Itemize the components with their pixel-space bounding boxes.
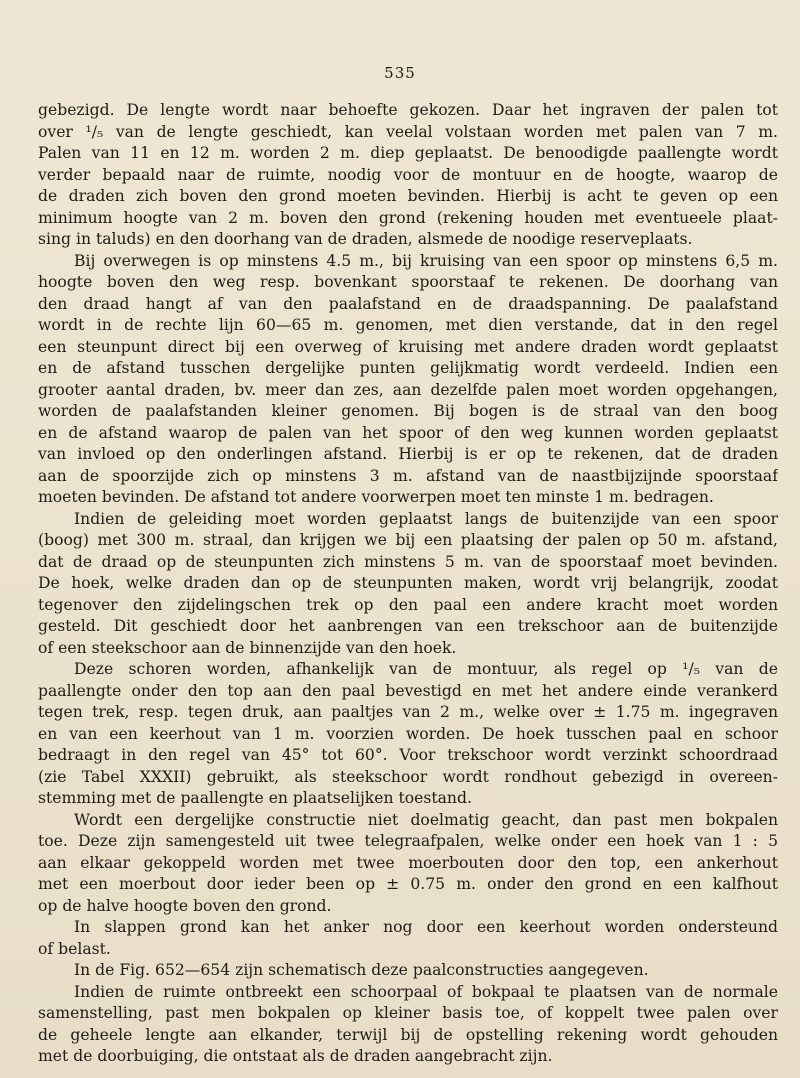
text-line: paallengte onder den top aan den paal bevestigd en met het andere einde verankerd — [38, 681, 778, 700]
text-line: aan de spoorzijde zich op minstens 3 m. afstand van de naastbijzijnde spoorstaaf — [38, 466, 778, 485]
text-line: de draden zich boven den grond moeten bevinden. Hierbij is acht te geven op een — [38, 187, 778, 205]
text-line: gebezigd. De lengte wordt naar behoefte gekozen. Daar het ingraven der palen tot — [38, 101, 778, 119]
text-line: Bij overwegen is op minstens 4.5 m., bij kruising van een spoor op minstens 6,5 m. — [74, 251, 778, 270]
text-line: en van een keerhout van 1 m. voorzien worden. De hoek tusschen paal en schoor — [38, 724, 778, 743]
text-line: een steunpunt direct bij een overweg of kruising met andere draden wordt geplaatst — [38, 337, 778, 356]
text-line: met een moerbout door ieder been op ± 0.75 m. onder den grond en een kalfhout — [38, 875, 778, 893]
text-line: gesteld. Dit geschiedt door het aanbrengen van een trekschoor aan de buitenzijde — [38, 617, 778, 635]
text-line: In slappen grond kan het anker nog door een keerhout worden ondersteund — [74, 918, 778, 936]
text-line: De hoek, welke draden dan op de steunpunten maken, wordt vrij belangrijk, zoodat — [38, 574, 778, 592]
page-number: 535 — [384, 64, 416, 82]
text-line: en de afstand tusschen dergelijke punten gelijkmatig wordt verdeeld. Indien een — [38, 359, 778, 377]
text-line: minimum hoogte van 2 m. boven den grond (rekening houden met eventueele plaat- — [38, 208, 778, 227]
text-line: of een steekschoor aan de binnenzijde van den hoek. — [38, 638, 457, 657]
text-line: worden de paalafstanden kleiner genomen. Bij bogen is de straal van den boog — [38, 402, 778, 420]
text-line: tegenover den zijdelingschen trek op den paal een andere kracht moet worden — [38, 595, 778, 614]
text-line: of belast. — [38, 939, 111, 958]
body-text — [38, 100, 778, 1068]
text-line: samenstelling, past men bokpalen op kleiner basis toe, of koppelt twee palen over — [38, 1004, 778, 1022]
text-line: Indien de ruimte ontbreekt een schoorpaal of bokpaal te plaatsen van de normale — [74, 982, 778, 1001]
text-line: verder bepaald naar de ruimte, noodig voor de montuur en de hoogte, waarop de — [38, 165, 778, 184]
text-line: toe. Deze zijn samengesteld uit twee telegraafpalen, welke onder een hoek van 1 : 5 — [38, 832, 778, 850]
text-line: Indien de geleiding moet worden geplaatst langs de buitenzijde van een spoor — [74, 509, 778, 528]
text-line: aan elkaar gekoppeld worden met twee moerbouten door den top, een ankerhout — [38, 853, 778, 872]
text-line: tegen trek, resp. tegen druk, aan paaltjes van 2 m., welke over ± 1.75 m. ingegraven — [38, 703, 778, 721]
text-line: In de Fig. 652—654 zijn schematisch deze paalconstructies aangegeven. — [74, 961, 649, 979]
text-line: hoogte boven den weg resp. bovenkant spoorstaaf te rekenen. De doorhang van — [38, 273, 778, 291]
text-line: Wordt een dergelijke constructie niet doelmatig geacht, dan past men bokpalen — [74, 810, 778, 829]
text-line: de geheele lengte aan elkander, terwijl bij de opstelling rekening wordt gehouden — [38, 1025, 778, 1044]
text-line: grooter aantal draden, bv. meer dan zes, aan dezelfde palen moet worden opgehangen, — [38, 380, 778, 399]
text-line: stemming met de paallengte en plaatselijken toestand. — [38, 789, 472, 807]
text-line: met de doorbuiging, die ontstaat als de draden aangebracht zijn. — [38, 1047, 553, 1065]
text-line: (boog) met 300 m. straal, dan krijgen we bij een plaatsing der palen op 50 m. afstand, — [38, 531, 778, 549]
text-line: den draad hangt af van den paalafstand en de draadspanning. De paalafstand — [38, 294, 778, 313]
text-line: Deze schoren worden, afhankelijk van de montuur, als regel op ¹/₅ van de — [74, 660, 778, 678]
text-line: sing in taluds) en den doorhang van de draden, alsmede de noodige reserveplaats. — [38, 230, 693, 248]
text-line: over ¹/₅ van de lengte geschiedt, kan veelal volstaan worden met palen van 7 m. — [38, 122, 778, 141]
text-line: Palen van 11 en 12 m. worden 2 m. diep geplaatst. De benoodigde paallengte wordt — [38, 144, 778, 162]
text-line: van invloed op den onderlingen afstand. Hierbij is er op te rekenen, dat de draden — [38, 445, 778, 463]
text-line: moeten bevinden. De afstand tot andere voorwerpen moet ten minste 1 m. bedragen. — [38, 488, 714, 506]
text-line: op de halve hoogte boven den grond. — [38, 896, 332, 915]
text-line: (zie Tabel XXXII) gebruikt, als steekschoor wordt rondhout gebezigd in overeen- — [38, 767, 778, 786]
text-line: wordt in de rechte lijn 60—65 m. genomen, met dien verstande, dat in den regel — [38, 316, 778, 334]
text-line: dat de draad op de steunpunten zich minstens 5 m. van de spoorstaaf moet bevinden. — [38, 552, 778, 571]
text-line: en de afstand waarop de palen van het spoor of den weg kunnen worden geplaatst — [38, 423, 778, 442]
text-line: bedraagt in den regel van 45° tot 60°. Voor trekschoor wordt verzinkt schoordraad — [38, 746, 778, 764]
